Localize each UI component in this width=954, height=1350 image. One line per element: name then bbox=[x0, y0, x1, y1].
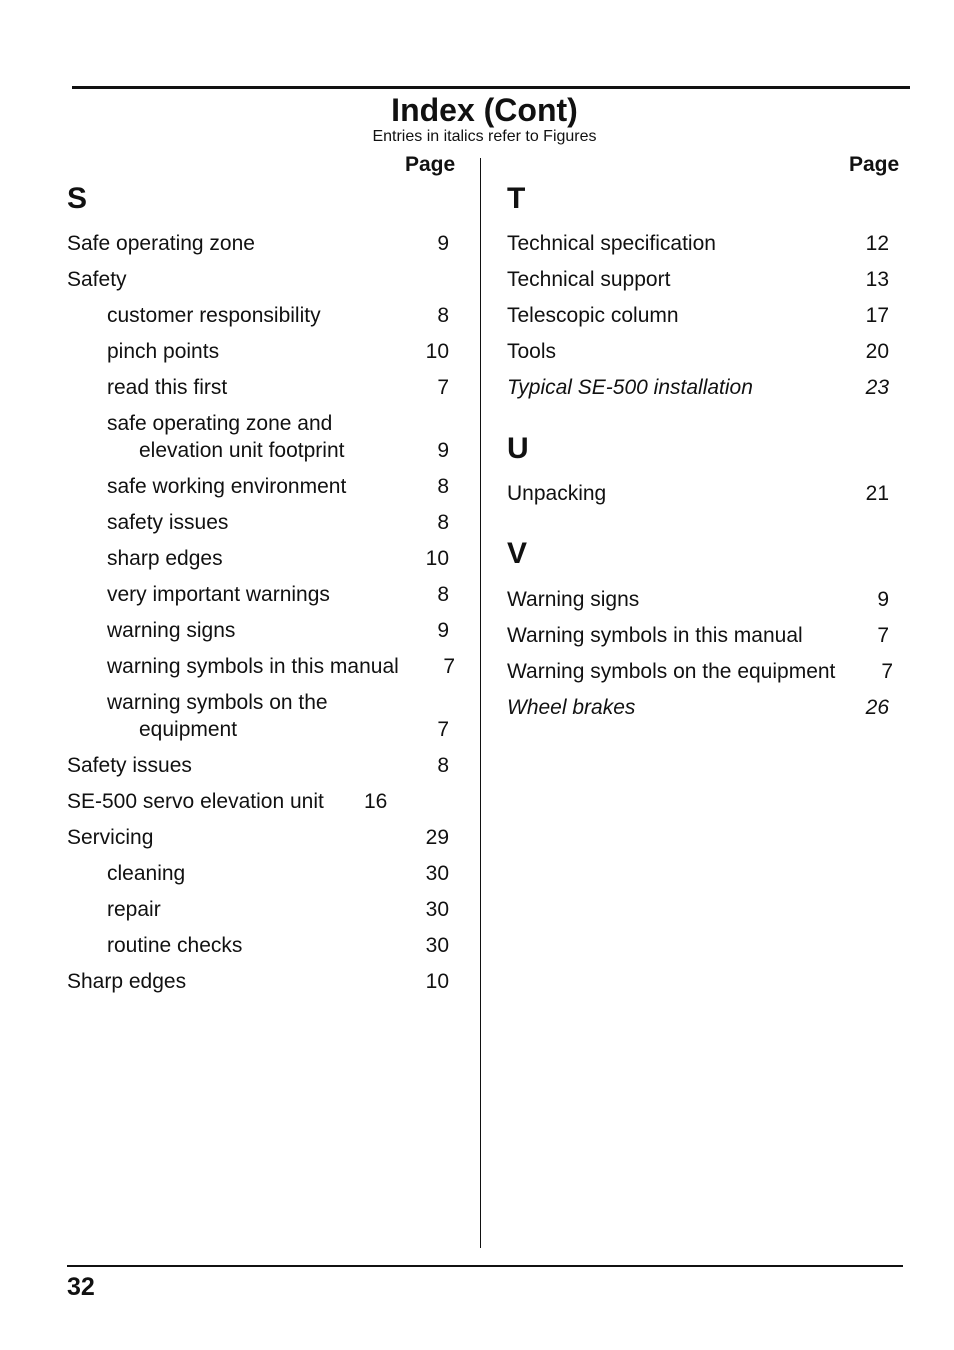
index-subentry: very important warnings bbox=[107, 583, 330, 606]
page-subtitle: Entries in italics refer to Figures bbox=[372, 128, 597, 145]
index-entry: Servicing bbox=[67, 826, 154, 849]
index-subentry: cleaning bbox=[107, 862, 186, 885]
index-page-number: 13 bbox=[865, 268, 889, 291]
index-subentry: repair bbox=[107, 898, 161, 921]
index-subentry: sharp edges bbox=[107, 547, 223, 570]
index-page-number: 7 bbox=[443, 655, 455, 678]
index-page-number: 16 bbox=[364, 790, 388, 813]
index-page-number: 10 bbox=[425, 547, 449, 570]
index-subentry: warning signs bbox=[107, 619, 236, 642]
footer-rule bbox=[67, 1265, 903, 1267]
section-letter: T bbox=[507, 182, 526, 215]
index-entry: Warning symbols on the equipment bbox=[507, 660, 836, 683]
index-page-number: 8 bbox=[437, 304, 449, 327]
column-divider bbox=[480, 158, 481, 1248]
index-page-number: 17 bbox=[865, 304, 889, 327]
index-entry: Tools bbox=[507, 340, 557, 363]
index-entry: Safety issues bbox=[67, 754, 192, 777]
index-subentry: safe working environment bbox=[107, 475, 347, 498]
index-page-number: 10 bbox=[425, 970, 449, 993]
index-subentry: warning symbols on the bbox=[107, 691, 328, 714]
section-letter: S bbox=[67, 182, 88, 215]
index-page-number: 8 bbox=[437, 754, 449, 777]
index-page-number: 7 bbox=[877, 624, 889, 647]
index-page-number: 29 bbox=[425, 826, 449, 849]
page-column-header-left: Page bbox=[405, 153, 456, 176]
index-subentry: read this first bbox=[107, 376, 228, 399]
section-letter: V bbox=[507, 537, 528, 570]
index-page-number: 30 bbox=[425, 934, 449, 957]
index-subentry: customer responsibility bbox=[107, 304, 321, 327]
index-subentry-continuation: elevation unit footprint bbox=[139, 439, 345, 462]
index-entry: Technical specification bbox=[507, 232, 716, 255]
index-subentry: warning symbols in this manual bbox=[107, 655, 399, 678]
index-subentry: safety issues bbox=[107, 511, 229, 534]
index-page-number: 9 bbox=[437, 439, 449, 462]
index-page-number: 9 bbox=[437, 232, 449, 255]
index-entry: Unpacking bbox=[507, 482, 607, 505]
index-entry: Warning symbols in this manual bbox=[507, 624, 803, 647]
index-entry: Warning signs bbox=[507, 588, 640, 611]
section-letter: U bbox=[507, 432, 529, 465]
index-page-number: 8 bbox=[437, 475, 449, 498]
index-figure-entry: Typical SE-500 installation bbox=[507, 376, 753, 399]
index-page-number: 20 bbox=[865, 340, 889, 363]
index-page-number: 30 bbox=[425, 862, 449, 885]
page-title: Index (Cont) bbox=[391, 92, 578, 128]
index-page-number: 12 bbox=[865, 232, 889, 255]
index-page-number: 26 bbox=[865, 696, 889, 719]
header-rule bbox=[72, 86, 910, 89]
index-page-number: 7 bbox=[437, 376, 449, 399]
index-entry: SE-500 servo elevation unit bbox=[67, 790, 324, 813]
index-page-number: 8 bbox=[437, 583, 449, 606]
index-page-number: 21 bbox=[865, 482, 889, 505]
index-subentry: safe operating zone and bbox=[107, 412, 333, 435]
index-entry: Safety bbox=[67, 268, 127, 291]
page-number: 32 bbox=[67, 1273, 95, 1301]
index-page-number: 9 bbox=[437, 619, 449, 642]
index-page-number: 7 bbox=[437, 718, 449, 741]
index-subentry-continuation: equipment bbox=[139, 718, 238, 741]
index-entry: Telescopic column bbox=[507, 304, 679, 327]
index-page-number: 8 bbox=[437, 511, 449, 534]
index-entry: Safe operating zone bbox=[67, 232, 255, 255]
index-page-number: 9 bbox=[877, 588, 889, 611]
index-page-number: 10 bbox=[425, 340, 449, 363]
index-subentry: pinch points bbox=[107, 340, 220, 363]
index-page-number: 23 bbox=[865, 376, 889, 399]
index-subentry: routine checks bbox=[107, 934, 243, 957]
index-page-number: 30 bbox=[425, 898, 449, 921]
index-page-number: 7 bbox=[881, 660, 893, 683]
page-column-header-right: Page bbox=[849, 153, 900, 176]
index-figure-entry: Wheel brakes bbox=[507, 696, 636, 719]
index-entry: Technical support bbox=[507, 268, 671, 291]
index-entry: Sharp edges bbox=[67, 970, 187, 993]
